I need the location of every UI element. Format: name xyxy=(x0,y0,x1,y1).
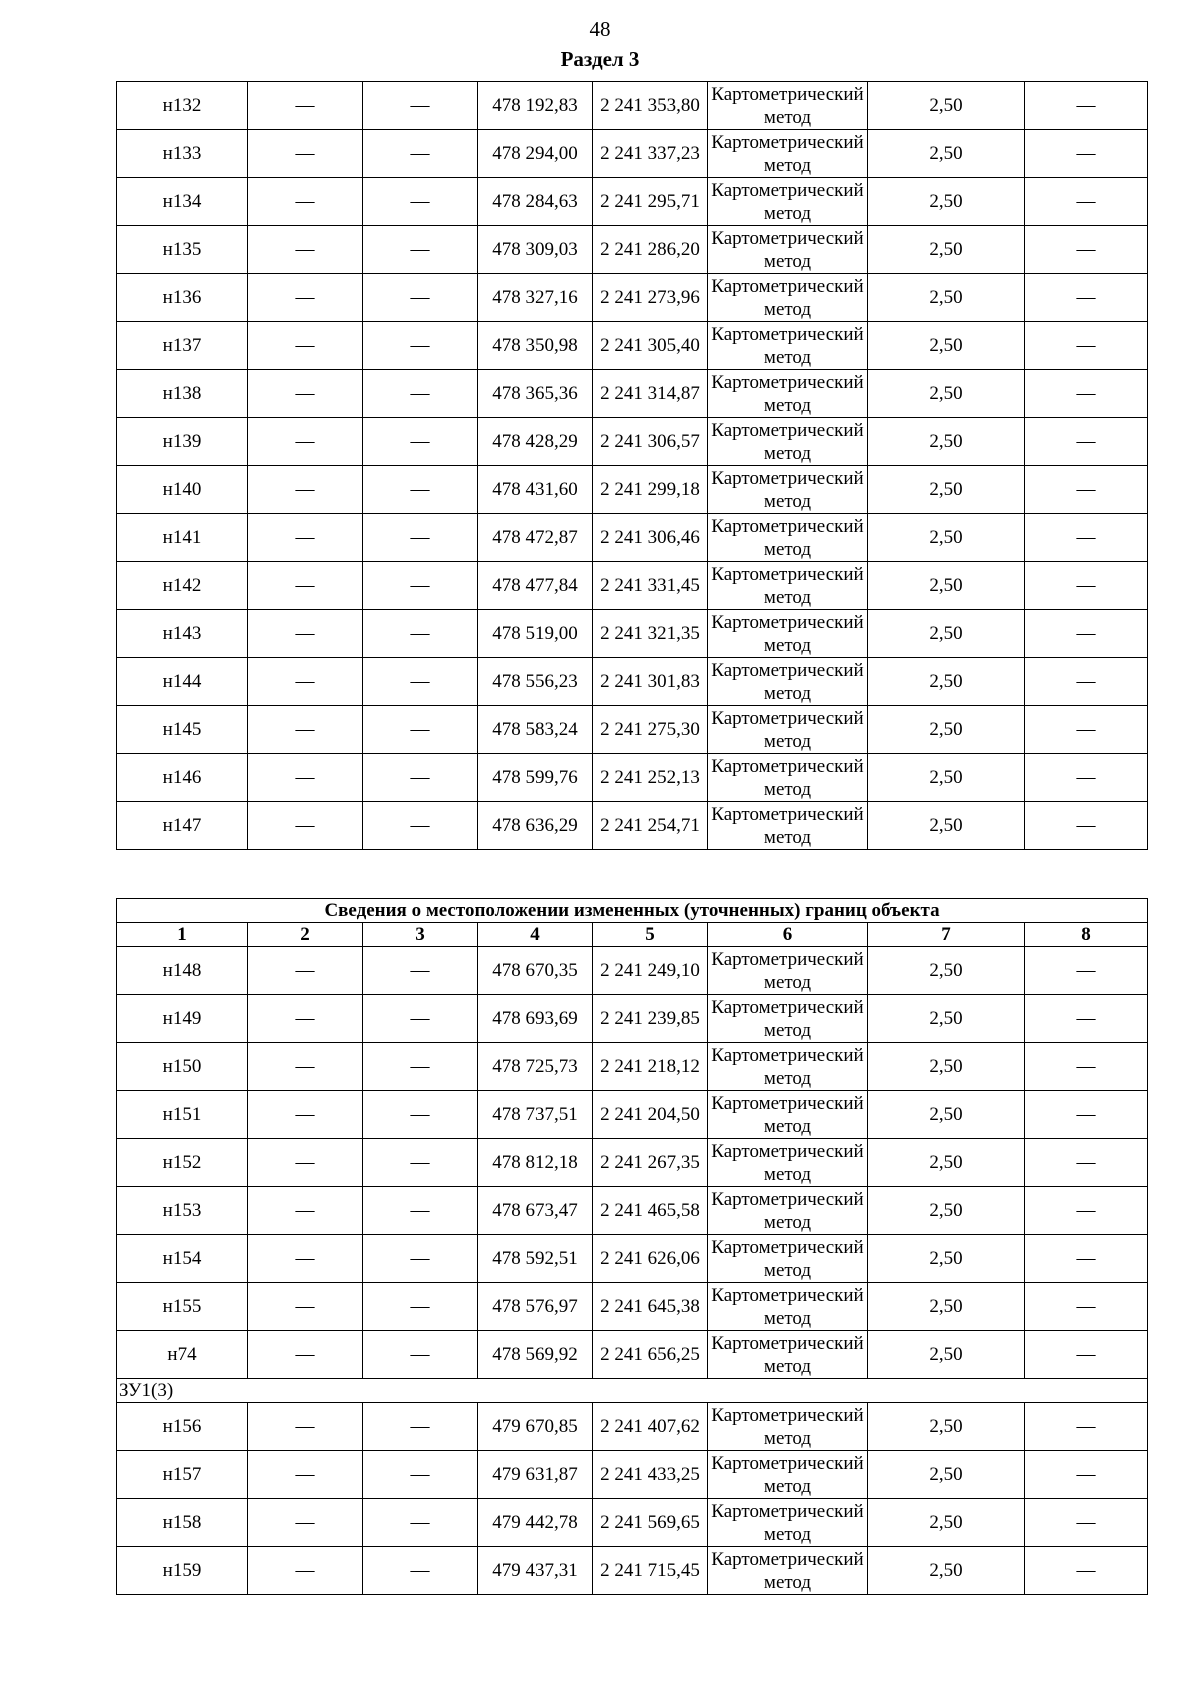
old-y-cell: — xyxy=(363,1187,478,1235)
new-y-cell: 2 241 626,06 xyxy=(593,1235,708,1283)
table-row xyxy=(117,947,1148,995)
table-caption: Сведения о местоположении измененных (уточненных) границ объекта xyxy=(117,899,1148,923)
method-cell: Картометрический метод xyxy=(708,995,868,1043)
page-number: 48 xyxy=(589,17,611,41)
new-x-cell: 478 636,29 xyxy=(478,802,593,850)
group-row xyxy=(117,1379,1148,1403)
column-header: 7 xyxy=(868,923,1025,947)
point-number-cell: н149 xyxy=(117,995,248,1043)
old-x-cell: — xyxy=(248,995,363,1043)
column-header: 5 xyxy=(593,923,708,947)
table-row xyxy=(117,178,1148,226)
old-y-cell: — xyxy=(363,370,478,418)
new-y-cell: 2 241 252,13 xyxy=(593,754,708,802)
accuracy-cell: 2,50 xyxy=(868,274,1025,322)
table-row xyxy=(117,658,1148,706)
new-x-cell: 479 670,85 xyxy=(478,1403,593,1451)
description-cell: — xyxy=(1025,1283,1148,1331)
group-label: ЗУ1(3) xyxy=(117,1379,1148,1403)
point-number-cell: н155 xyxy=(117,1283,248,1331)
old-x-cell: — xyxy=(248,802,363,850)
point-number-cell: н152 xyxy=(117,1139,248,1187)
accuracy-cell: 2,50 xyxy=(868,610,1025,658)
description-cell: — xyxy=(1025,322,1148,370)
accuracy-cell: 2,50 xyxy=(868,130,1025,178)
old-y-cell: — xyxy=(363,130,478,178)
table-row xyxy=(117,1331,1148,1379)
old-y-cell: — xyxy=(363,514,478,562)
table-row xyxy=(117,1091,1148,1139)
accuracy-cell: 2,50 xyxy=(868,370,1025,418)
old-y-cell: — xyxy=(363,322,478,370)
description-cell: — xyxy=(1025,995,1148,1043)
method-cell: Картометрический метод xyxy=(708,1547,868,1595)
new-y-cell: 2 241 331,45 xyxy=(593,562,708,610)
method-cell: Картометрический метод xyxy=(708,658,868,706)
new-y-cell: 2 241 569,65 xyxy=(593,1499,708,1547)
point-number-cell: н137 xyxy=(117,322,248,370)
description-cell: — xyxy=(1025,1043,1148,1091)
description-cell: — xyxy=(1025,514,1148,562)
point-number-cell: н147 xyxy=(117,802,248,850)
new-y-cell: 2 241 407,62 xyxy=(593,1403,708,1451)
accuracy-cell: 2,50 xyxy=(868,1235,1025,1283)
new-y-cell: 2 241 267,35 xyxy=(593,1139,708,1187)
point-number-cell: н156 xyxy=(117,1403,248,1451)
method-cell: Картометрический метод xyxy=(708,1403,868,1451)
old-x-cell: — xyxy=(248,1331,363,1379)
old-y-cell: — xyxy=(363,1451,478,1499)
table-row xyxy=(117,82,1148,130)
old-x-cell: — xyxy=(248,466,363,514)
old-x-cell: — xyxy=(248,514,363,562)
new-y-cell: 2 241 273,96 xyxy=(593,274,708,322)
new-x-cell: 478 737,51 xyxy=(478,1091,593,1139)
point-number-cell: н132 xyxy=(117,82,248,130)
accuracy-cell: 2,50 xyxy=(868,322,1025,370)
new-x-cell: 479 442,78 xyxy=(478,1499,593,1547)
new-y-cell: 2 241 321,35 xyxy=(593,610,708,658)
column-header-row xyxy=(117,923,1148,947)
description-cell: — xyxy=(1025,418,1148,466)
point-number-cell: н140 xyxy=(117,466,248,514)
accuracy-cell: 2,50 xyxy=(868,418,1025,466)
new-y-cell: 2 241 239,85 xyxy=(593,995,708,1043)
new-y-cell: 2 241 275,30 xyxy=(593,706,708,754)
point-number-cell: н145 xyxy=(117,706,248,754)
description-cell: — xyxy=(1025,802,1148,850)
new-y-cell: 2 241 715,45 xyxy=(593,1547,708,1595)
accuracy-cell: 2,50 xyxy=(868,706,1025,754)
table-row xyxy=(117,274,1148,322)
new-y-cell: 2 241 656,25 xyxy=(593,1331,708,1379)
description-cell: — xyxy=(1025,370,1148,418)
new-y-cell: 2 241 645,38 xyxy=(593,1283,708,1331)
table-row xyxy=(117,1043,1148,1091)
method-cell: Картометрический метод xyxy=(708,130,868,178)
point-number-cell: н153 xyxy=(117,1187,248,1235)
accuracy-cell: 2,50 xyxy=(868,1283,1025,1331)
old-y-cell: — xyxy=(363,1283,478,1331)
table-row xyxy=(117,1499,1148,1547)
old-y-cell: — xyxy=(363,466,478,514)
old-y-cell: — xyxy=(363,1139,478,1187)
accuracy-cell: 2,50 xyxy=(868,1547,1025,1595)
accuracy-cell: 2,50 xyxy=(868,1043,1025,1091)
new-y-cell: 2 241 465,58 xyxy=(593,1187,708,1235)
method-cell: Картометрический метод xyxy=(708,1187,868,1235)
old-y-cell: — xyxy=(363,274,478,322)
description-cell: — xyxy=(1025,130,1148,178)
old-x-cell: — xyxy=(248,610,363,658)
new-y-cell: 2 241 337,23 xyxy=(593,130,708,178)
method-cell: Картометрический метод xyxy=(708,1091,868,1139)
description-cell: — xyxy=(1025,1499,1148,1547)
new-x-cell: 478 569,92 xyxy=(478,1331,593,1379)
old-y-cell: — xyxy=(363,995,478,1043)
description-cell: — xyxy=(1025,1451,1148,1499)
old-y-cell: — xyxy=(363,1235,478,1283)
point-number-cell: н144 xyxy=(117,658,248,706)
method-cell: Картометрический метод xyxy=(708,1283,868,1331)
new-x-cell: 478 673,47 xyxy=(478,1187,593,1235)
new-x-cell: 478 192,83 xyxy=(478,82,593,130)
point-number-cell: н134 xyxy=(117,178,248,226)
new-x-cell: 478 365,36 xyxy=(478,370,593,418)
section-title: Раздел 3 xyxy=(560,47,640,71)
accuracy-cell: 2,50 xyxy=(868,1499,1025,1547)
table-row xyxy=(117,466,1148,514)
point-number-cell: н74 xyxy=(117,1331,248,1379)
new-x-cell: 478 583,24 xyxy=(478,706,593,754)
table-row xyxy=(117,995,1148,1043)
old-y-cell: — xyxy=(363,706,478,754)
description-cell: — xyxy=(1025,562,1148,610)
old-x-cell: — xyxy=(248,1283,363,1331)
old-x-cell: — xyxy=(248,1499,363,1547)
new-y-cell: 2 241 204,50 xyxy=(593,1091,708,1139)
method-cell: Картометрический метод xyxy=(708,1451,868,1499)
point-number-cell: н146 xyxy=(117,754,248,802)
old-y-cell: — xyxy=(363,82,478,130)
new-y-cell: 2 241 306,57 xyxy=(593,418,708,466)
old-x-cell: — xyxy=(248,947,363,995)
new-y-cell: 2 241 301,83 xyxy=(593,658,708,706)
old-x-cell: — xyxy=(248,658,363,706)
old-y-cell: — xyxy=(363,562,478,610)
old-y-cell: — xyxy=(363,418,478,466)
method-cell: Картометрический метод xyxy=(708,1139,868,1187)
description-cell: — xyxy=(1025,82,1148,130)
description-cell: — xyxy=(1025,658,1148,706)
table-row xyxy=(117,562,1148,610)
table-row xyxy=(117,754,1148,802)
new-x-cell: 478 294,00 xyxy=(478,130,593,178)
old-y-cell: — xyxy=(363,1043,478,1091)
column-header: 6 xyxy=(708,923,868,947)
method-cell: Картометрический метод xyxy=(708,1499,868,1547)
table-row xyxy=(117,802,1148,850)
description-cell: — xyxy=(1025,466,1148,514)
accuracy-cell: 2,50 xyxy=(868,466,1025,514)
table-caption-row xyxy=(117,899,1148,923)
accuracy-cell: 2,50 xyxy=(868,1403,1025,1451)
table-row xyxy=(117,130,1148,178)
method-cell: Картометрический метод xyxy=(708,418,868,466)
old-x-cell: — xyxy=(248,322,363,370)
new-y-cell: 2 241 314,87 xyxy=(593,370,708,418)
old-x-cell: — xyxy=(248,130,363,178)
method-cell: Картометрический метод xyxy=(708,226,868,274)
old-y-cell: — xyxy=(363,610,478,658)
new-x-cell: 479 631,87 xyxy=(478,1451,593,1499)
old-y-cell: — xyxy=(363,947,478,995)
accuracy-cell: 2,50 xyxy=(868,1331,1025,1379)
point-number-cell: н154 xyxy=(117,1235,248,1283)
accuracy-cell: 2,50 xyxy=(868,658,1025,706)
description-cell: — xyxy=(1025,947,1148,995)
accuracy-cell: 2,50 xyxy=(868,1187,1025,1235)
description-cell: — xyxy=(1025,1547,1148,1595)
new-x-cell: 479 437,31 xyxy=(478,1547,593,1595)
description-cell: — xyxy=(1025,1331,1148,1379)
old-x-cell: — xyxy=(248,1403,363,1451)
old-y-cell: — xyxy=(363,754,478,802)
new-y-cell: 2 241 254,71 xyxy=(593,802,708,850)
accuracy-cell: 2,50 xyxy=(868,1139,1025,1187)
accuracy-cell: 2,50 xyxy=(868,1091,1025,1139)
old-x-cell: — xyxy=(248,1235,363,1283)
description-cell: — xyxy=(1025,754,1148,802)
table-row xyxy=(117,1283,1148,1331)
accuracy-cell: 2,50 xyxy=(868,995,1025,1043)
accuracy-cell: 2,50 xyxy=(868,1451,1025,1499)
old-x-cell: — xyxy=(248,418,363,466)
old-x-cell: — xyxy=(248,178,363,226)
new-x-cell: 478 350,98 xyxy=(478,322,593,370)
new-x-cell: 478 556,23 xyxy=(478,658,593,706)
accuracy-cell: 2,50 xyxy=(868,178,1025,226)
new-x-cell: 478 284,63 xyxy=(478,178,593,226)
old-x-cell: — xyxy=(248,1139,363,1187)
old-y-cell: — xyxy=(363,178,478,226)
method-cell: Картометрический метод xyxy=(708,466,868,514)
point-number-cell: н133 xyxy=(117,130,248,178)
new-x-cell: 478 519,00 xyxy=(478,610,593,658)
old-x-cell: — xyxy=(248,754,363,802)
accuracy-cell: 2,50 xyxy=(868,562,1025,610)
method-cell: Картометрический метод xyxy=(708,274,868,322)
old-y-cell: — xyxy=(363,226,478,274)
old-y-cell: — xyxy=(363,802,478,850)
old-x-cell: — xyxy=(248,1451,363,1499)
new-x-cell: 478 309,03 xyxy=(478,226,593,274)
new-y-cell: 2 241 353,80 xyxy=(593,82,708,130)
old-x-cell: — xyxy=(248,1043,363,1091)
accuracy-cell: 2,50 xyxy=(868,226,1025,274)
description-cell: — xyxy=(1025,274,1148,322)
method-cell: Картометрический метод xyxy=(708,370,868,418)
old-y-cell: — xyxy=(363,1091,478,1139)
old-y-cell: — xyxy=(363,1331,478,1379)
table-row xyxy=(117,1451,1148,1499)
point-number-cell: н150 xyxy=(117,1043,248,1091)
description-cell: — xyxy=(1025,610,1148,658)
new-y-cell: 2 241 305,40 xyxy=(593,322,708,370)
old-x-cell: — xyxy=(248,370,363,418)
table-row xyxy=(117,370,1148,418)
old-x-cell: — xyxy=(248,1091,363,1139)
new-x-cell: 478 428,29 xyxy=(478,418,593,466)
new-y-cell: 2 241 433,25 xyxy=(593,1451,708,1499)
accuracy-cell: 2,50 xyxy=(868,802,1025,850)
column-header: 8 xyxy=(1025,923,1148,947)
method-cell: Картометрический метод xyxy=(708,322,868,370)
description-cell: — xyxy=(1025,1235,1148,1283)
method-cell: Картометрический метод xyxy=(708,1043,868,1091)
old-x-cell: — xyxy=(248,1547,363,1595)
table-row xyxy=(117,514,1148,562)
table-row xyxy=(117,1139,1148,1187)
accuracy-cell: 2,50 xyxy=(868,82,1025,130)
accuracy-cell: 2,50 xyxy=(868,514,1025,562)
new-x-cell: 478 431,60 xyxy=(478,466,593,514)
method-cell: Картометрический метод xyxy=(708,1331,868,1379)
column-header: 1 xyxy=(117,923,248,947)
description-cell: — xyxy=(1025,1403,1148,1451)
table-row xyxy=(117,226,1148,274)
point-number-cell: н135 xyxy=(117,226,248,274)
point-number-cell: н138 xyxy=(117,370,248,418)
point-number-cell: н141 xyxy=(117,514,248,562)
old-x-cell: — xyxy=(248,274,363,322)
point-number-cell: н151 xyxy=(117,1091,248,1139)
new-x-cell: 478 472,87 xyxy=(478,514,593,562)
description-cell: — xyxy=(1025,178,1148,226)
accuracy-cell: 2,50 xyxy=(868,947,1025,995)
coordinates-table-bottom xyxy=(116,898,1148,1595)
new-y-cell: 2 241 218,12 xyxy=(593,1043,708,1091)
old-y-cell: — xyxy=(363,1499,478,1547)
table-row xyxy=(117,610,1148,658)
method-cell: Картометрический метод xyxy=(708,706,868,754)
new-y-cell: 2 241 249,10 xyxy=(593,947,708,995)
method-cell: Картометрический метод xyxy=(708,1235,868,1283)
old-y-cell: — xyxy=(363,1547,478,1595)
table-row xyxy=(117,1187,1148,1235)
old-x-cell: — xyxy=(248,706,363,754)
table-row xyxy=(117,322,1148,370)
old-x-cell: — xyxy=(248,226,363,274)
method-cell: Картометрический метод xyxy=(708,754,868,802)
new-x-cell: 478 477,84 xyxy=(478,562,593,610)
old-y-cell: — xyxy=(363,1403,478,1451)
new-y-cell: 2 241 286,20 xyxy=(593,226,708,274)
old-x-cell: — xyxy=(248,562,363,610)
point-number-cell: н139 xyxy=(117,418,248,466)
table-row xyxy=(117,1403,1148,1451)
point-number-cell: н159 xyxy=(117,1547,248,1595)
new-x-cell: 478 327,16 xyxy=(478,274,593,322)
description-cell: — xyxy=(1025,1187,1148,1235)
description-cell: — xyxy=(1025,1139,1148,1187)
new-x-cell: 478 592,51 xyxy=(478,1235,593,1283)
point-number-cell: н158 xyxy=(117,1499,248,1547)
new-x-cell: 478 670,35 xyxy=(478,947,593,995)
description-cell: — xyxy=(1025,1091,1148,1139)
new-x-cell: 478 812,18 xyxy=(478,1139,593,1187)
method-cell: Картометрический метод xyxy=(708,514,868,562)
method-cell: Картометрический метод xyxy=(708,802,868,850)
new-y-cell: 2 241 306,46 xyxy=(593,514,708,562)
old-x-cell: — xyxy=(248,1187,363,1235)
point-number-cell: н143 xyxy=(117,610,248,658)
description-cell: — xyxy=(1025,226,1148,274)
new-y-cell: 2 241 299,18 xyxy=(593,466,708,514)
new-y-cell: 2 241 295,71 xyxy=(593,178,708,226)
new-x-cell: 478 725,73 xyxy=(478,1043,593,1091)
point-number-cell: н148 xyxy=(117,947,248,995)
column-header: 4 xyxy=(478,923,593,947)
old-y-cell: — xyxy=(363,658,478,706)
column-header: 2 xyxy=(248,923,363,947)
new-x-cell: 478 576,97 xyxy=(478,1283,593,1331)
point-number-cell: н136 xyxy=(117,274,248,322)
new-x-cell: 478 693,69 xyxy=(478,995,593,1043)
description-cell: — xyxy=(1025,706,1148,754)
old-x-cell: — xyxy=(248,82,363,130)
method-cell: Картометрический метод xyxy=(708,562,868,610)
accuracy-cell: 2,50 xyxy=(868,754,1025,802)
coordinates-table-top xyxy=(116,81,1148,850)
method-cell: Картометрический метод xyxy=(708,947,868,995)
table-row xyxy=(117,1235,1148,1283)
column-header: 3 xyxy=(363,923,478,947)
new-x-cell: 478 599,76 xyxy=(478,754,593,802)
method-cell: Картометрический метод xyxy=(708,178,868,226)
method-cell: Картометрический метод xyxy=(708,82,868,130)
method-cell: Картометрический метод xyxy=(708,610,868,658)
point-number-cell: н157 xyxy=(117,1451,248,1499)
table-row xyxy=(117,1547,1148,1595)
point-number-cell: н142 xyxy=(117,562,248,610)
table-row xyxy=(117,418,1148,466)
table-row xyxy=(117,706,1148,754)
